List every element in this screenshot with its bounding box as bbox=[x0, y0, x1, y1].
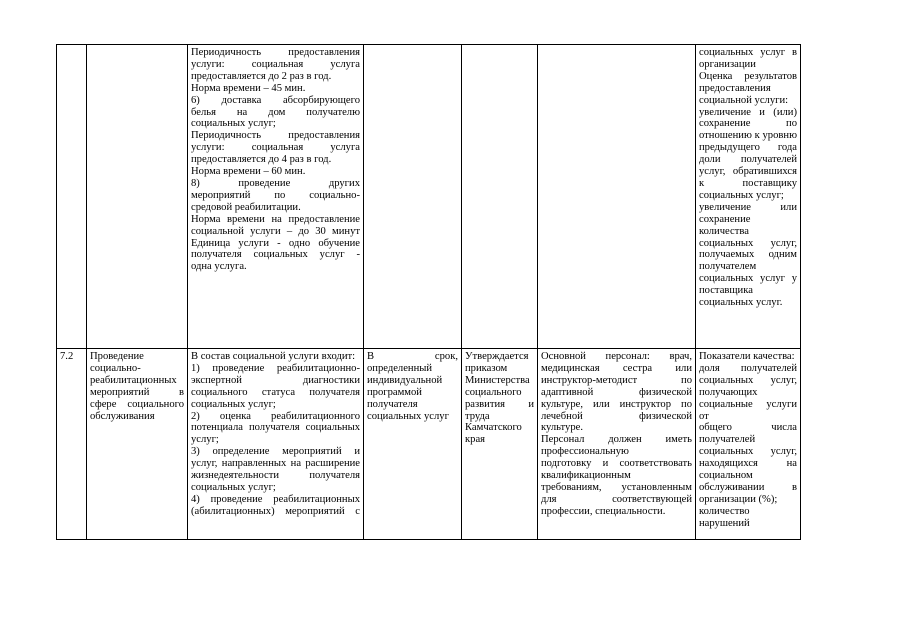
service-content-text bbox=[191, 47, 360, 273]
text-line: предоставляется до 4 раз в год. bbox=[191, 154, 332, 166]
text-line: социально- bbox=[90, 362, 141, 374]
text-line: программой bbox=[367, 386, 422, 398]
text-line: доли получателей bbox=[699, 154, 797, 166]
services-table bbox=[56, 44, 801, 540]
text-line: 6) доставка абсорбирующего bbox=[191, 94, 360, 106]
text-line: услуг, обратившихся bbox=[699, 166, 797, 178]
service-term-text bbox=[367, 351, 458, 422]
text-line: услуг; bbox=[191, 434, 219, 446]
text-line: получателей bbox=[699, 434, 756, 446]
text-line: средовой реабилитации. bbox=[191, 201, 301, 213]
text-line: Министерства bbox=[465, 374, 530, 386]
text-line: социальные услуги от bbox=[699, 398, 797, 422]
text-line: поставщика bbox=[699, 285, 753, 297]
text-line: увеличение или bbox=[699, 201, 797, 213]
text-line: (абилитационных) мероприятий с bbox=[191, 505, 360, 517]
text-line: Периодичность предоставления bbox=[191, 47, 360, 58]
text-line: культуре, или инструктор по bbox=[541, 398, 692, 410]
text-line: получаемых одним bbox=[699, 249, 797, 261]
text-line: сохранение по bbox=[699, 118, 797, 130]
text-line: 4) проведение реабилитационных bbox=[191, 493, 360, 505]
service-conditions-cell bbox=[538, 45, 696, 349]
text-line: 3) определение мероприятий и bbox=[191, 446, 360, 458]
quality-indicators-text bbox=[699, 351, 797, 530]
text-line: предоставляется до 2 раз в год. bbox=[191, 70, 332, 82]
text-line: подготовку и соответствовать bbox=[541, 458, 692, 470]
text-line: услуги: социальная услуга bbox=[191, 58, 360, 70]
text-line: организации bbox=[699, 58, 756, 70]
table-row bbox=[57, 349, 801, 540]
text-line: экспертной диагностики bbox=[191, 374, 360, 386]
text-line: труда bbox=[465, 410, 490, 422]
service-conditions-cell bbox=[538, 349, 696, 540]
quality-indicators-text bbox=[699, 47, 797, 309]
text-line: 1) проведение реабилитационно- bbox=[191, 362, 360, 374]
text-line: получателем bbox=[699, 261, 757, 273]
text-line: организации (%); bbox=[699, 493, 778, 505]
text-line: социальных услуг bbox=[367, 410, 449, 422]
text-line: Камчатского bbox=[465, 422, 522, 434]
text-line: общего числа bbox=[699, 422, 797, 434]
table-row bbox=[57, 45, 801, 349]
text-line: адаптивной физической bbox=[541, 386, 692, 398]
text-line: находящихся на bbox=[699, 458, 797, 470]
service-name-cell bbox=[87, 45, 188, 349]
text-line: отношению к уровню bbox=[699, 130, 797, 142]
service-tariff-cell bbox=[462, 45, 538, 349]
text-line: услуг, направленных на расширение bbox=[191, 458, 360, 470]
text-line: Показатели качества: bbox=[699, 351, 795, 362]
text-line: жизнедеятельности получателя bbox=[191, 470, 360, 482]
text-line: реабилитационных bbox=[90, 374, 177, 386]
text-line: получающих bbox=[699, 386, 758, 398]
service-tariff-text bbox=[465, 351, 534, 446]
text-line: социальных услуг; bbox=[191, 398, 276, 410]
text-line: количество bbox=[699, 505, 750, 517]
text-line: Персонал должен иметь bbox=[541, 434, 692, 446]
text-line: развития и bbox=[465, 398, 534, 410]
service-term-cell bbox=[364, 45, 462, 349]
text-line: 2) оценка реабилитационного bbox=[191, 410, 360, 422]
text-line: Основной персонал: врач, bbox=[541, 351, 692, 362]
quality-indicators-cell bbox=[696, 349, 801, 540]
service-tariff-cell bbox=[462, 349, 538, 540]
text-line: количества bbox=[699, 225, 749, 237]
service-content-text bbox=[191, 351, 360, 518]
text-line: приказом bbox=[465, 362, 508, 374]
text-line: индивидуальной bbox=[367, 374, 443, 386]
row-number-cell: 7.2 bbox=[57, 349, 87, 540]
text-line: 8) проведение других bbox=[191, 177, 360, 189]
text-line: социальных услуг в bbox=[699, 47, 797, 58]
text-line: социальной услуги: bbox=[699, 94, 789, 106]
text-line: увеличение и (или) bbox=[699, 106, 797, 118]
text-line: профессии, специальности. bbox=[541, 505, 666, 517]
service-name-text bbox=[90, 351, 184, 422]
text-line: Норма времени – 45 мин. bbox=[191, 82, 306, 94]
text-line: социальных услуг. bbox=[699, 297, 783, 309]
text-line: профессиональную bbox=[541, 446, 629, 458]
service-conditions-text bbox=[541, 351, 692, 518]
text-line: культуре. bbox=[541, 422, 583, 434]
text-line: В срок, bbox=[367, 351, 458, 362]
quality-indicators-cell bbox=[696, 45, 801, 349]
text-line: сфере социального bbox=[90, 398, 184, 410]
text-line: социальных услуг, bbox=[699, 237, 797, 249]
text-line: социальных услуг у bbox=[699, 273, 797, 285]
row-number-cell bbox=[57, 45, 87, 349]
text-line: Норма времени – 60 мин. bbox=[191, 166, 306, 178]
service-content-cell bbox=[188, 45, 364, 349]
text-line: социальной услуги – до 30 минут bbox=[191, 225, 360, 237]
text-line: белья на дом получателю bbox=[191, 106, 360, 118]
text-line: социальных услуг, bbox=[699, 374, 797, 386]
text-line: потенциала получателя социальных bbox=[191, 422, 360, 434]
text-line: обслуживании в bbox=[699, 481, 797, 493]
text-line: получателя bbox=[367, 398, 418, 410]
text-line: квалификационным bbox=[541, 470, 631, 482]
text-line: В состав социальной услуги входит: bbox=[191, 351, 356, 362]
text-line: Проведение bbox=[90, 351, 144, 362]
service-term-cell bbox=[364, 349, 462, 540]
text-line: обслуживания bbox=[90, 410, 155, 422]
text-line: социальных услуг; bbox=[191, 118, 276, 130]
text-line: Оценка результатов bbox=[699, 70, 797, 82]
text-line: нарушений bbox=[699, 517, 750, 529]
text-line: социальном bbox=[699, 470, 753, 482]
service-content-cell bbox=[188, 349, 364, 540]
text-line: социального bbox=[465, 386, 522, 398]
text-line: сохранение bbox=[699, 213, 751, 225]
text-line: получателя социальных услуг - bbox=[191, 249, 360, 261]
text-line: социальных услуг; bbox=[699, 189, 784, 201]
text-line: определенный bbox=[367, 362, 433, 374]
text-line: предоставления bbox=[699, 82, 771, 94]
text-line: одна услуга. bbox=[191, 261, 247, 273]
text-line: Периодичность предоставления bbox=[191, 130, 360, 142]
text-line: социальных услуг; bbox=[191, 481, 276, 493]
text-line: к поставщику bbox=[699, 177, 797, 189]
text-line: края bbox=[465, 434, 486, 446]
service-name-cell bbox=[87, 349, 188, 540]
text-line: услуги: социальная услуга bbox=[191, 142, 360, 154]
text-line: инструктор-методист по bbox=[541, 374, 692, 386]
text-line: требованиям, установленным bbox=[541, 481, 692, 493]
text-line: социального статуса получателя bbox=[191, 386, 360, 398]
text-line: предыдущего года bbox=[699, 142, 797, 154]
text-line: медицинская сестра или bbox=[541, 362, 692, 374]
text-line: лечебной физической bbox=[541, 410, 692, 422]
text-line: Утверждается bbox=[465, 351, 529, 362]
text-line: мероприятий по социально- bbox=[191, 189, 360, 201]
text-line: для соответствующей bbox=[541, 493, 692, 505]
text-line: Норма времени на предоставление bbox=[191, 213, 360, 225]
text-line: доля получателей bbox=[699, 362, 797, 374]
text-line: мероприятий в bbox=[90, 386, 184, 398]
text-line: социальных услуг, bbox=[699, 446, 797, 458]
text-line: Единица услуги - одно обучение bbox=[191, 237, 360, 249]
